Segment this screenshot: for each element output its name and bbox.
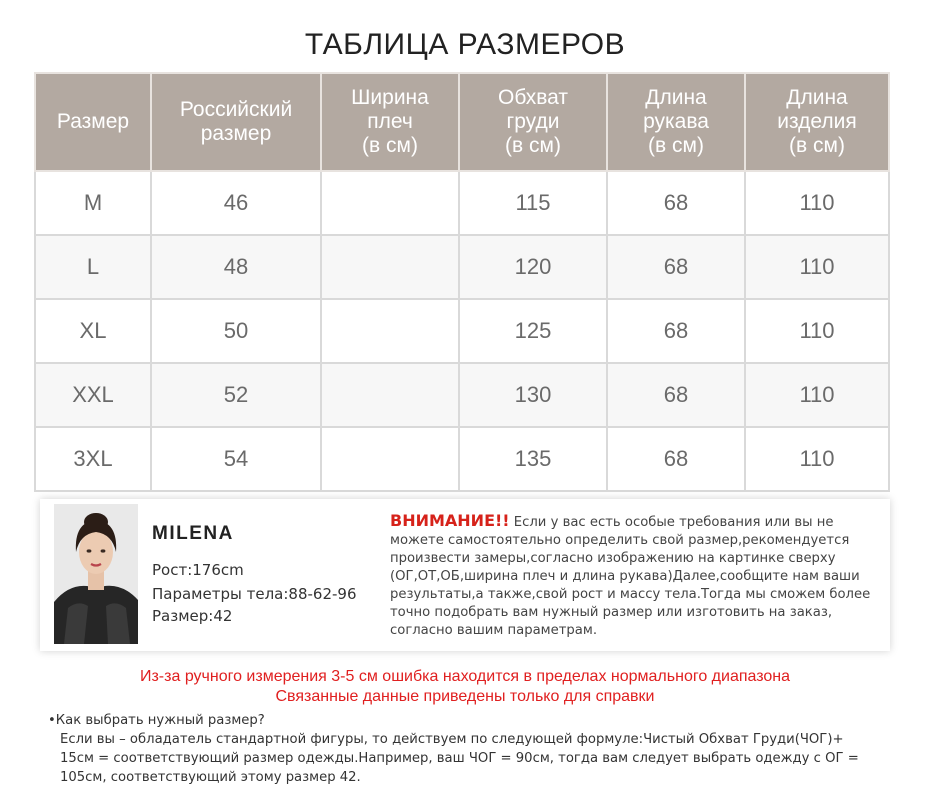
table-row [35,235,889,299]
cell-item-length: 110 [745,235,889,299]
how-to-choose-question: •Как выбрать нужный размер? [48,713,265,728]
header-item-length: Длина изделия (в см) [745,73,889,171]
cell-item-length: 110 [745,427,889,491]
model-name: MILENA [152,523,234,544]
cell-shoulder-width [321,427,459,491]
reference-only-note: Связанные данные приведены только для справки [275,688,655,705]
attention-notice [390,512,875,640]
cell-size: M [35,171,151,235]
header-russian-size: Российский размер [151,73,321,171]
cell-shoulder-width [321,171,459,235]
cell-russian-size: 46 [151,171,321,235]
cell-russian-size: 52 [151,363,321,427]
table-row [35,171,889,235]
model-portrait-illustration [54,504,138,644]
how-to-choose-section [48,711,878,787]
cell-sleeve-length: 68 [607,171,745,235]
cell-chest: 115 [459,171,607,235]
header-sleeve-length: Длина рукава (в см) [607,73,745,171]
size-table-header-row [35,73,889,171]
model-body-params: Параметры тела:88-62-96 [152,585,357,603]
model-height: Рост:176cm [152,561,244,579]
cell-sleeve-length: 68 [607,299,745,363]
cell-russian-size: 54 [151,427,321,491]
cell-item-length: 110 [745,299,889,363]
cell-shoulder-width [321,363,459,427]
cell-russian-size: 50 [151,299,321,363]
cell-chest: 120 [459,235,607,299]
cell-size: XXL [35,363,151,427]
model-size: Размер:42 [152,607,233,625]
attention-label: ВНИМАНИЕ!! [390,511,510,530]
cell-size: XL [35,299,151,363]
header-chest: Обхват груди (в см) [459,73,607,171]
table-row [35,363,889,427]
header-shoulder-width: Ширина плеч (в см) [321,73,459,171]
attention-text: Если у вас есть особые требования или вы не можете самостоятельно определить свой размер,рекомендуется произвести замеры,согласно изображению на картинке сверху (ОГ,ОТ,ОБ,ширина плеч и длина рукава)Далее,сообщите нам ваши результаты,а также,свой рост и массу тела.Тогда мы сможем более точно подобрать вам нужный размер или изготовить на заказ, согласно вашим параметрам. [390,515,871,638]
model-photo [54,504,138,644]
cell-chest: 135 [459,427,607,491]
page-title: ТАБЛИЦА РАЗМЕРОВ [304,28,626,61]
cell-item-length: 110 [745,363,889,427]
cell-chest: 125 [459,299,607,363]
table-row [35,427,889,491]
how-to-choose-answer: Если вы – обладатель стандартной фигуры, то действуем по следующей формуле:Чистый Обхват Груди(ЧОГ)+ 15см = соответствующий размер одежды.Например, ваш ЧОГ = 90см, тогда вам следует выбрать одежду с ОГ = 105см, соответствующий этому размер 42. [60,732,859,785]
measurement-error-note: Из-за ручного измерения 3-5 см ошибка находится в пределах нормального диапазона [139,668,791,685]
header-size: Размер [35,73,151,171]
cell-sleeve-length: 68 [607,427,745,491]
cell-shoulder-width [321,299,459,363]
cell-item-length: 110 [745,171,889,235]
cell-sleeve-length: 68 [607,363,745,427]
model-info-panel [40,499,890,651]
cell-size: L [35,235,151,299]
table-row [35,299,889,363]
cell-size: 3XL [35,427,151,491]
size-table [34,72,890,492]
cell-sleeve-length: 68 [607,235,745,299]
cell-shoulder-width [321,235,459,299]
cell-chest: 130 [459,363,607,427]
cell-russian-size: 48 [151,235,321,299]
